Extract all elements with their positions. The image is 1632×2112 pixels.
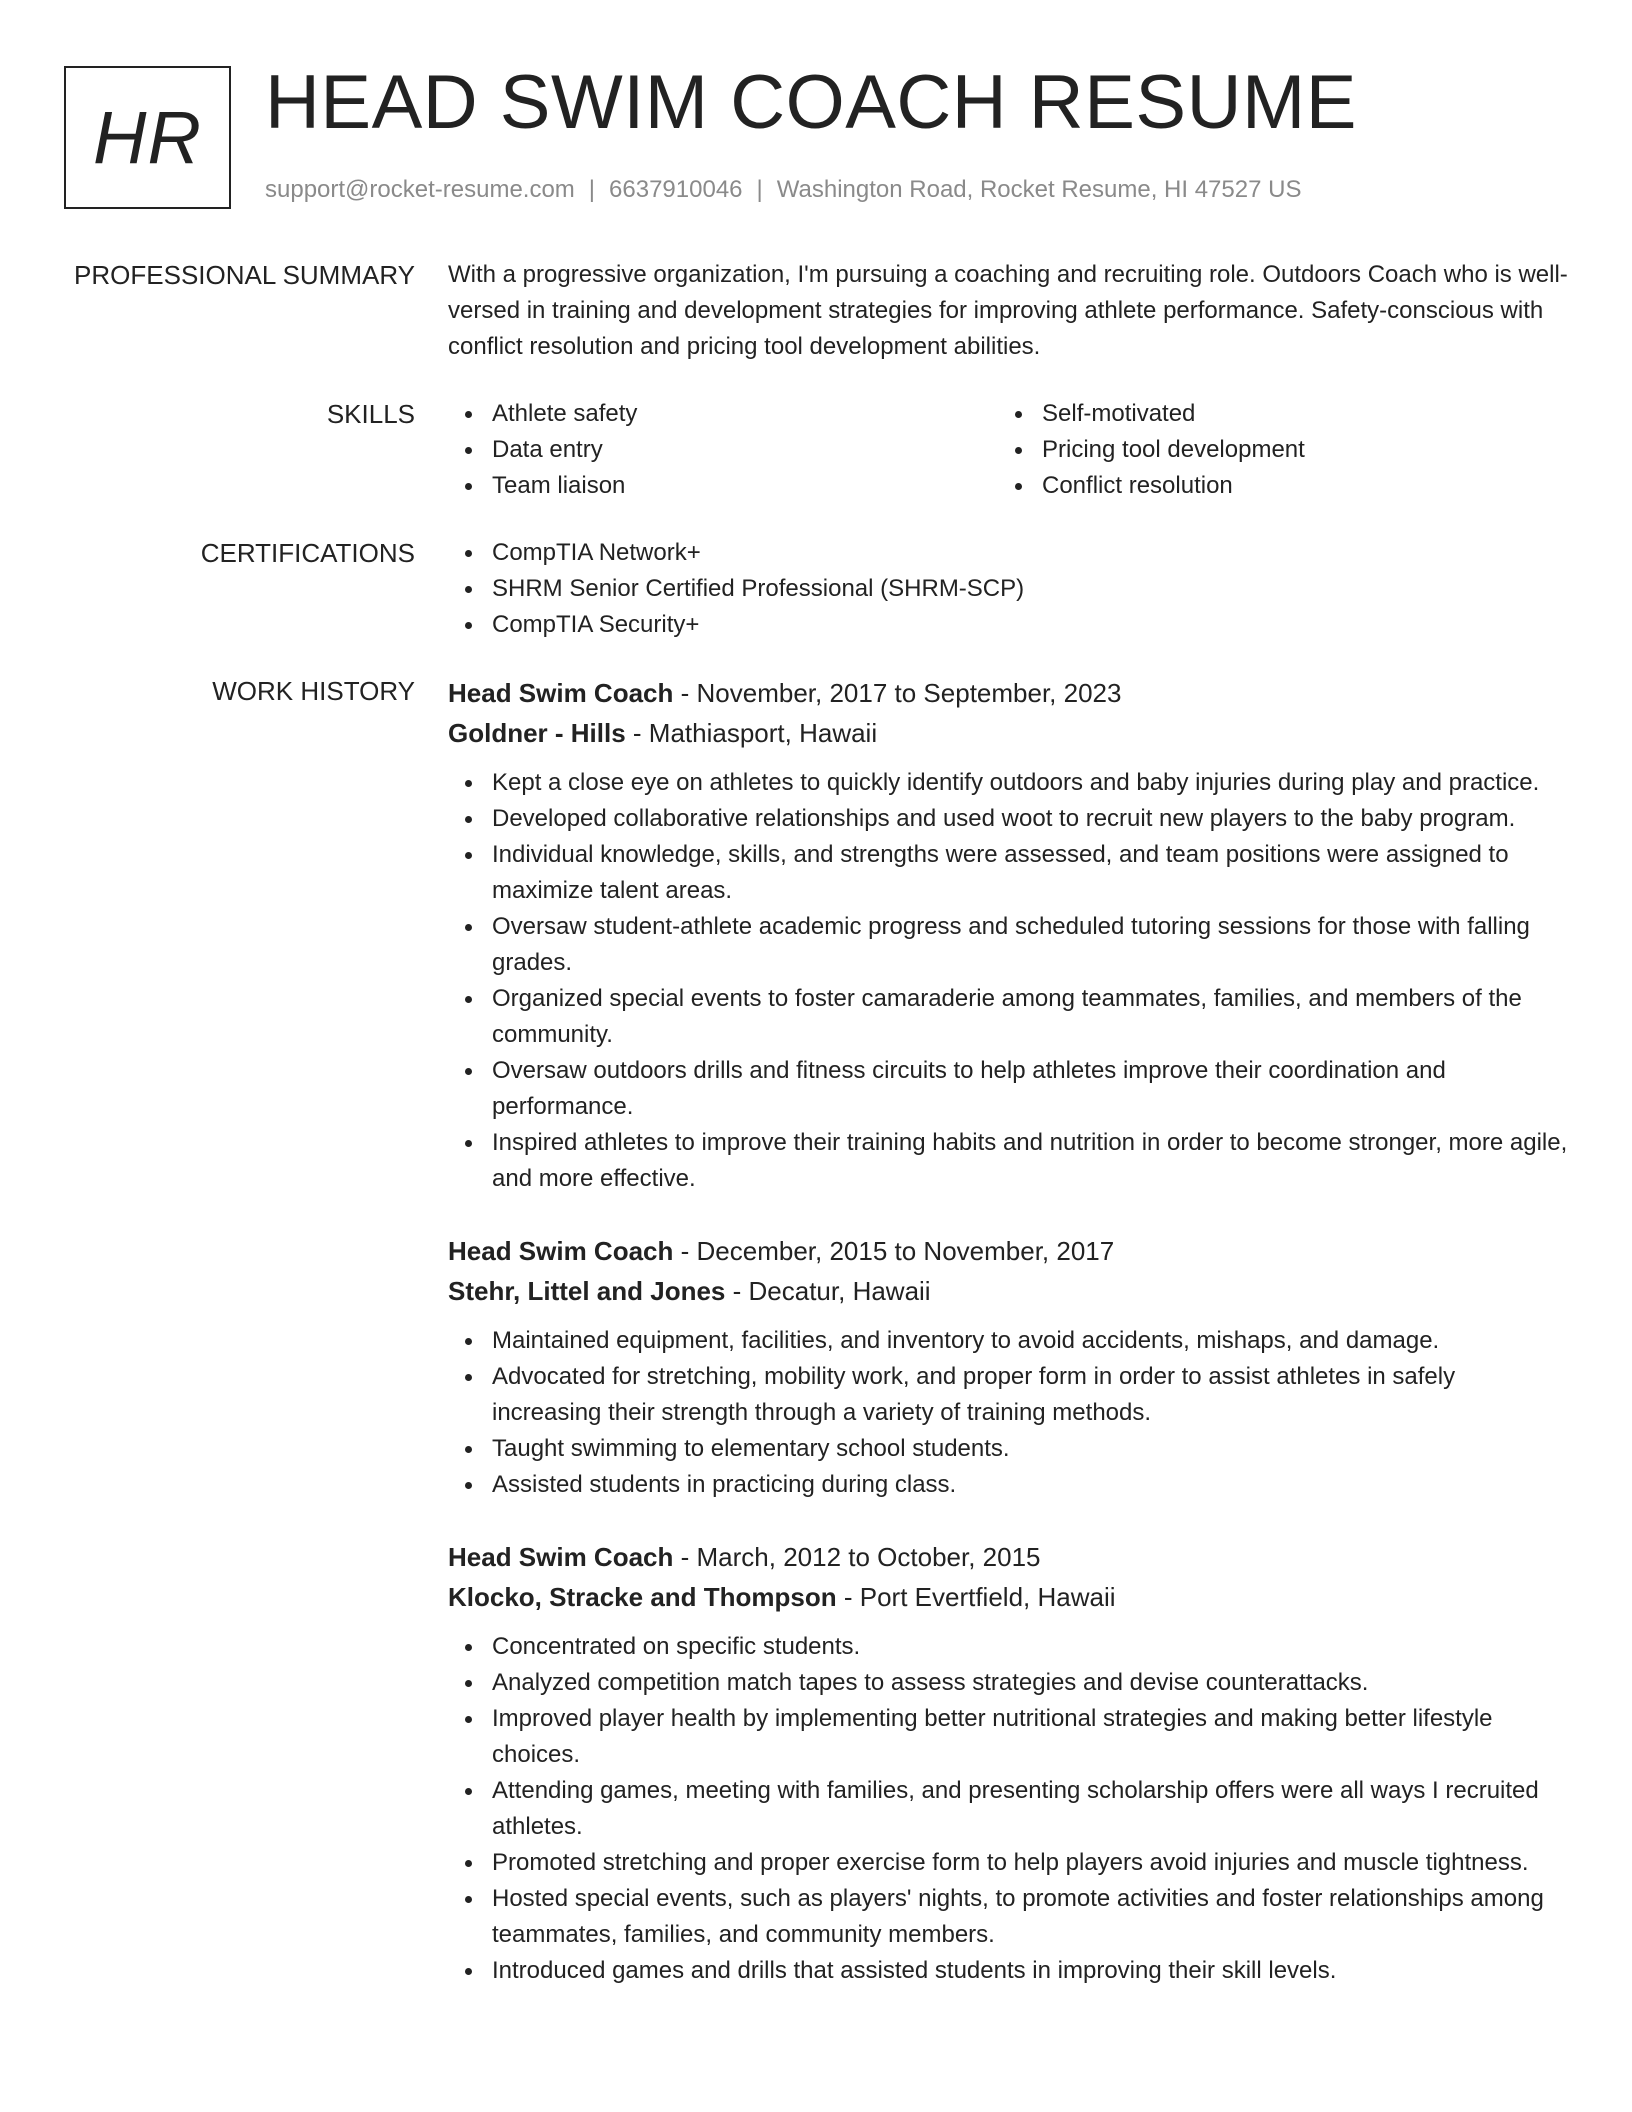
- work-history-body: [448, 673, 1568, 1989]
- job-entry: [448, 673, 1568, 1197]
- job-duty: Introduced games and drills that assisted students in improving their skill levels.: [448, 1953, 1568, 1989]
- job-duty: Inspired athletes to improve their training habits and nutrition in order to become stronger, more agile, and more effective.: [448, 1125, 1568, 1197]
- job-duty: Organized special events to foster camaraderie among teammates, families, and members of the community.: [448, 981, 1568, 1053]
- contact-email: support@rocket-resume.com: [265, 176, 575, 203]
- job-duty: Advocated for stretching, mobility work, and proper form in order to assist athletes in safely increasing their strength through a variety of training methods.: [448, 1359, 1568, 1431]
- job-duties-list: [448, 1629, 1568, 1989]
- job-entry: [448, 1231, 1568, 1503]
- skill-item: Pricing tool development: [998, 432, 1548, 468]
- certification-item: SHRM Senior Certified Professional (SHRM-SCP): [448, 571, 1568, 607]
- job-duty: Improved player health by implementing better nutritional strategies and making better lifestyle choices.: [448, 1701, 1568, 1773]
- contact-separator: |: [588, 176, 596, 203]
- job-employer: Goldner - Hills: [448, 718, 626, 748]
- skills-label: SKILLS: [326, 399, 415, 429]
- job-duty: Kept a close eye on athletes to quickly identify outdoors and baby injuries during play and practice.: [448, 765, 1568, 801]
- skill-item: Athlete safety: [448, 396, 998, 432]
- job-dates: - March, 2012 to October, 2015: [673, 1542, 1041, 1572]
- contact-phone: 6637910046: [609, 176, 743, 203]
- certifications-label: CERTIFICATIONS: [200, 538, 415, 568]
- monogram-logo: [64, 66, 231, 209]
- skills-list-right: [998, 396, 1548, 504]
- job-employer: Stehr, Littel and Jones: [448, 1276, 726, 1306]
- job-employer-line: [448, 1271, 1568, 1311]
- job-title-line: [448, 1537, 1568, 1577]
- work-history-label: WORK HISTORY: [212, 676, 415, 706]
- skills-list-left: [448, 396, 998, 504]
- job-duties-list: [448, 1323, 1568, 1503]
- job-dates: - December, 2015 to November, 2017: [673, 1236, 1115, 1266]
- job-duty: Promoted stretching and proper exercise form to help players avoid injuries and muscle tightness.: [448, 1845, 1568, 1881]
- job-duty: Analyzed competition match tapes to assess strategies and devise counterattacks.: [448, 1665, 1568, 1701]
- job-duty: Maintained equipment, facilities, and inventory to avoid accidents, mishaps, and damage.: [448, 1323, 1568, 1359]
- job-employer-line: [448, 1577, 1568, 1617]
- certifications-body: [448, 535, 1568, 643]
- job-title: Head Swim Coach: [448, 678, 674, 708]
- skills-grid: [448, 396, 1568, 504]
- job-title-line: [448, 1231, 1568, 1271]
- skill-item: Team liaison: [448, 468, 998, 504]
- certification-item: CompTIA Network+: [448, 535, 1568, 571]
- summary-label: PROFESSIONAL SUMMARY: [74, 260, 415, 290]
- job-duty: Assisted students in practicing during class.: [448, 1467, 1568, 1503]
- job-dates: - November, 2017 to September, 2023: [673, 678, 1122, 708]
- skill-item: Conflict resolution: [998, 468, 1548, 504]
- job-duty: Attending games, meeting with families, and presenting scholarship offers were all ways I recruited athletes.: [448, 1773, 1568, 1845]
- monogram-initials: HR: [93, 96, 202, 179]
- job-location: - Mathiasport, Hawaii: [625, 718, 878, 748]
- certifications-list: [448, 535, 1568, 643]
- contact-line: [265, 176, 1301, 204]
- job-duty: Oversaw student-athlete academic progress and scheduled tutoring sessions for those with falling grades.: [448, 909, 1568, 981]
- job-title: Head Swim Coach: [448, 1236, 674, 1266]
- certification-item: CompTIA Security+: [448, 607, 1568, 643]
- job-title-line: [448, 673, 1568, 713]
- summary-text: With a progressive organization, I'm pursuing a coaching and recruiting role. Outdoors Coach who is well-versed in training and development strategies for improving athlete performance. Safety-conscious with conflict resolution and pricing tool development abilities.: [448, 261, 1568, 360]
- job-location: - Decatur, Hawaii: [725, 1276, 931, 1306]
- job-duty: Oversaw outdoors drills and fitness circuits to help athletes improve their coordination and performance.: [448, 1053, 1568, 1125]
- job-title: Head Swim Coach: [448, 1542, 674, 1572]
- skill-item: Data entry: [448, 432, 998, 468]
- job-employer-line: [448, 713, 1568, 753]
- job-entry: [448, 1537, 1568, 1989]
- job-duty: Hosted special events, such as players' nights, to promote activities and foster relationships among teammates, families, and community members.: [448, 1881, 1568, 1953]
- skill-item: Self-motivated: [998, 396, 1548, 432]
- job-duties-list: [448, 765, 1568, 1197]
- job-duty: Concentrated on specific students.: [448, 1629, 1568, 1665]
- contact-separator: |: [756, 176, 763, 203]
- job-duty: Individual knowledge, skills, and strengths were assessed, and team positions were assigned to maximize talent areas.: [448, 837, 1568, 909]
- job-duty: Taught swimming to elementary school students.: [448, 1431, 1568, 1467]
- job-duty: Developed collaborative relationships and used woot to recruit new players to the baby program.: [448, 801, 1568, 837]
- job-employer: Klocko, Stracke and Thompson: [448, 1582, 837, 1612]
- contact-address: Washington Road, Rocket Resume, HI 47527 US: [776, 176, 1302, 203]
- job-location: - Port Evertfield, Hawaii: [836, 1582, 1116, 1612]
- resume-title: HEAD SWIM COACH RESUME: [265, 60, 1357, 145]
